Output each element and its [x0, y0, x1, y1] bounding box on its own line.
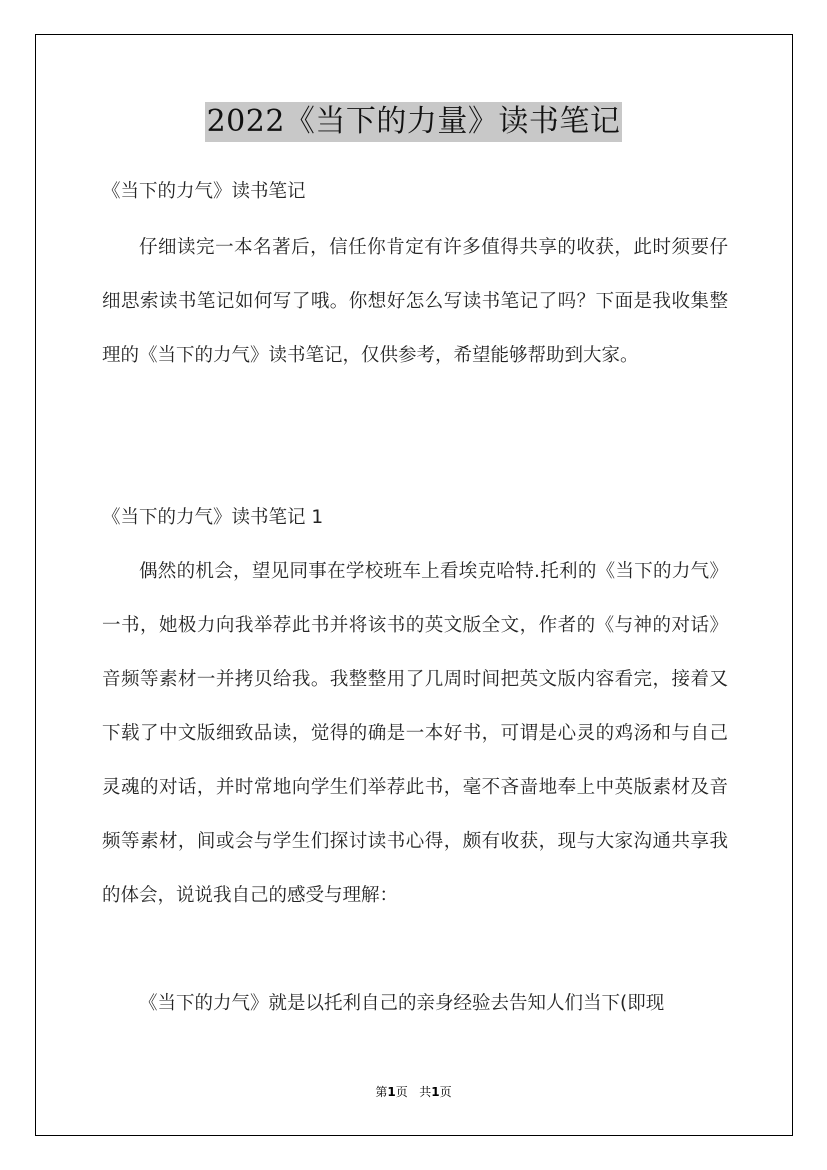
section-heading-1: 《当下的力气》读书笔记 1 — [102, 507, 324, 528]
footer-total-number: 1 — [431, 1085, 440, 1099]
document-title: 2022《当下的力量》读书笔记 — [205, 102, 623, 142]
subtitle: 《当下的力气》读书笔记 — [102, 181, 306, 202]
intro-paragraph: 仔细读完一本名著后，信任你肯定有许多值得共享的收获，此时须要仔细思索读书笔记如何写了哦。你想好怎么写读书笔记了吗？下面是我收集整理的《当下的力气》读书笔记，仅供参考，希望能够帮助到大家。 — [102, 237, 728, 366]
page-footer — [0, 1083, 827, 1100]
footer-page-prefix: 第 — [375, 1085, 388, 1099]
section-1-paragraph-2: 《当下的力气》就是以托利自己的亲身经验去告知人们当下(即现 — [139, 993, 665, 1014]
title-container — [0, 102, 827, 142]
footer-total-prefix: 共 — [419, 1085, 432, 1099]
section-1-paragraph-1: 偶然的机会，望见同事在学校班车上看埃克哈特.托利的《当下的力气》一书，她极力向我举荐此书并将该书的英文版全文，作者的《与神的对话》音频等素材一并拷贝给我。我整整用了几周时间把英文版内容看完，接着又下载了中文版细致品读，觉得的确是一本好书，可谓是心灵的鸡汤和与自己灵魂的对话，并时常地向学生们举荐此书，毫不吝啬地奉上中英版素材及音频等素材，间或会与学生们探讨读书心得，颇有收获，现与大家沟通共享我的体会，说说我自己的感受与理解： — [102, 561, 728, 906]
footer-page-suffix: 页 — [395, 1085, 408, 1099]
footer-total-suffix: 页 — [439, 1085, 452, 1099]
footer-page-number: 1 — [387, 1085, 396, 1099]
